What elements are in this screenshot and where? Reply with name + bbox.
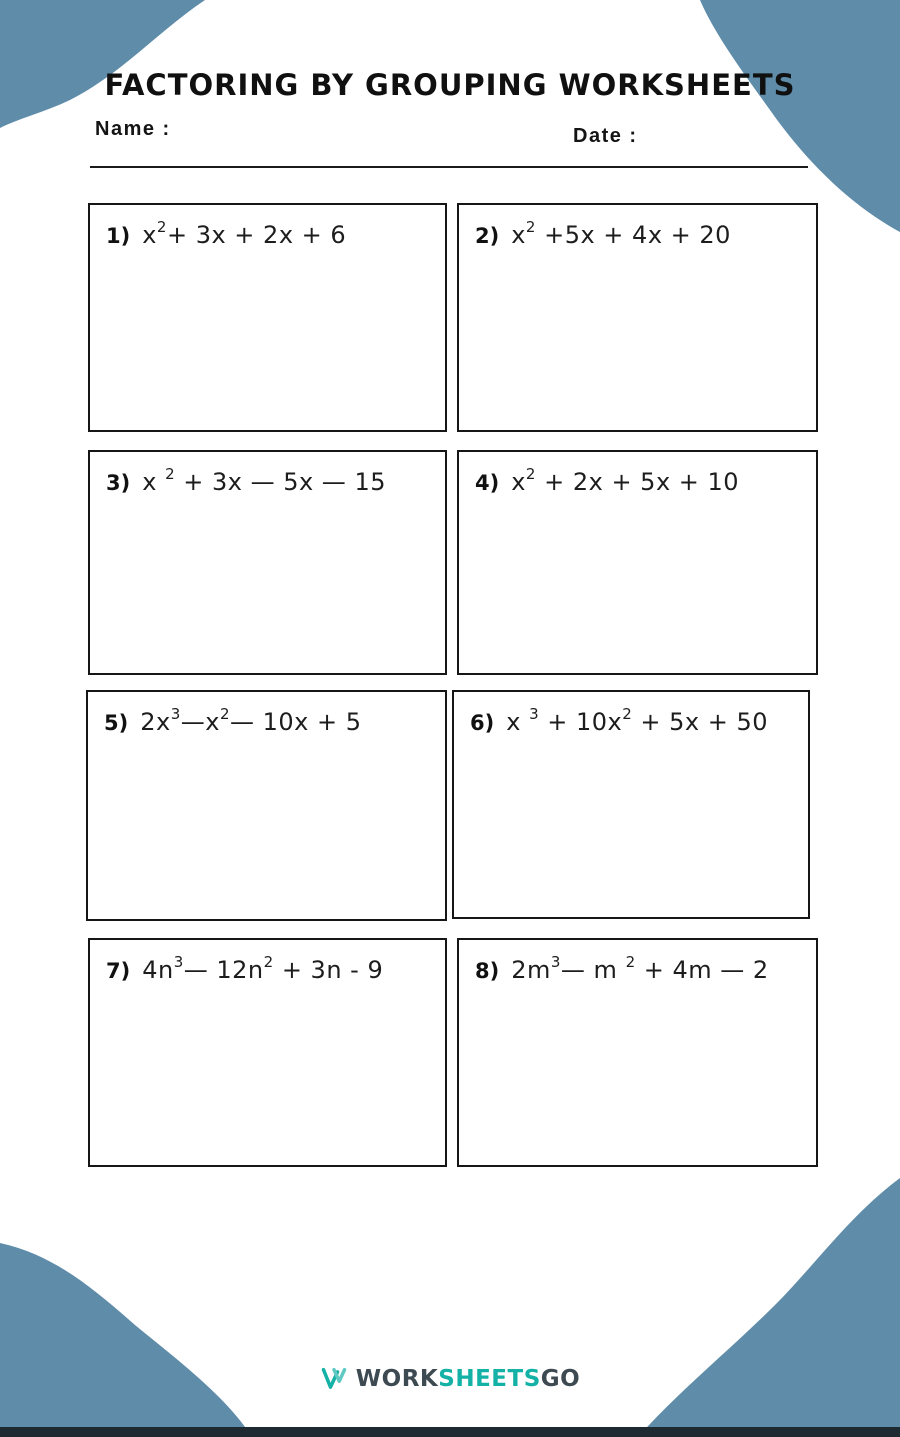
date-label: Date :: [573, 125, 638, 147]
problem-expression: $x^2 +5x + 4x + 20$: [511, 218, 731, 249]
problem-box-3: [88, 450, 447, 675]
problem-box-1: [88, 203, 447, 432]
brand-wordmark: [356, 1366, 580, 1392]
problem-number: 8): [475, 959, 500, 983]
problem-expression: $x^2 + 2x + 5x + 10$: [511, 465, 740, 496]
worksheetsgo-logo-icon: [320, 1367, 348, 1391]
problem-number: 1): [106, 224, 131, 248]
problem-number: 7): [106, 959, 131, 983]
header-underline: [90, 166, 808, 168]
brand-part-work: WORK: [355, 1366, 439, 1392]
problem-box-5: [86, 690, 447, 921]
problem-number: 4): [475, 471, 500, 495]
brand-part-go: GO: [540, 1366, 581, 1392]
problem-expression: $2x^3—x^2—$ 10x + 5: [140, 705, 362, 736]
brand-part-sheets: SHEETS: [438, 1366, 541, 1392]
problem-expression: x $^2$ + 3x — 5x — 15: [142, 465, 386, 496]
problem-box-2: [457, 203, 818, 432]
problem-expression: $4n^3—$ $12n^2 + 3n - 9$: [142, 953, 384, 984]
problem-expression: x $^3 + 10x^2 + 5x + 50$: [506, 705, 769, 736]
footer-branding: [0, 1366, 900, 1392]
problem-number: 6): [470, 711, 495, 735]
problem-box-8: [457, 938, 818, 1167]
problem-number: 2): [475, 224, 500, 248]
problem-box-7: [88, 938, 447, 1167]
problem-expression: $x^2+ 3x + 2x + 6$: [142, 218, 347, 249]
problem-box-6: [452, 690, 810, 919]
page-title: FACTORING BY GROUPING WORKSHEETS: [104, 68, 796, 102]
name-label: Name :: [95, 118, 171, 140]
problem-number: 3): [106, 471, 131, 495]
problem-box-4: [457, 450, 818, 675]
problem-number: 5): [104, 711, 129, 735]
problem-expression: $2m^3—$ m $^2$ + 4m — 2: [511, 953, 769, 984]
